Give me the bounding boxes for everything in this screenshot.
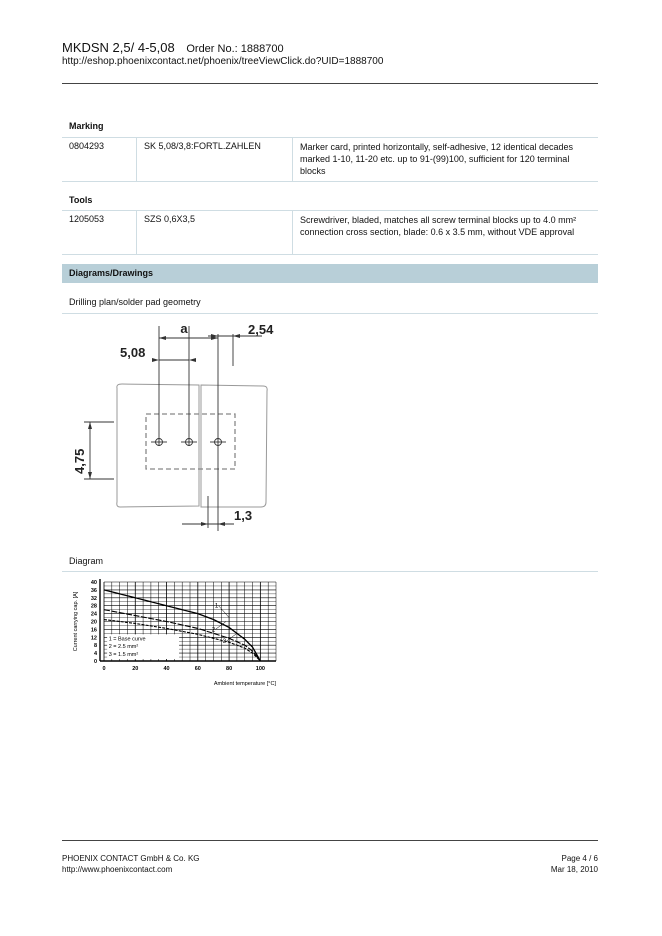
header-url: http://eshop.phoenixcontact.net/phoenix/treeViewClick.do?UID=1888700 [62,56,384,67]
drilling-plan-rule [62,313,598,314]
x-tick-label: 20 [132,666,139,672]
x-tick-label: 80 [226,666,233,672]
footer-date: Mar 18, 2010 [550,865,598,874]
dimension-a: a [180,321,188,336]
curve-label-3: 3 [222,639,227,646]
diagrams-section-header [62,264,598,283]
curve-label-1: 1 [214,603,219,610]
x-tick-label: 60 [194,666,201,672]
x-tick-label: 0 [102,666,106,672]
y-tick-label: 8 [93,643,97,650]
y-tick-label: 12 [90,635,97,642]
derating-chart [66,575,286,690]
document-title [62,40,284,55]
order-number: Order No.: 1888700 [186,43,284,55]
header-rule [62,83,598,84]
marking-row [62,137,598,182]
drilling-plan-drawing [62,316,302,536]
y-tick-label: 0 [93,659,97,665]
diagrams-section-title: Diagrams/Drawings [69,268,154,278]
y-tick-label: 32 [90,595,97,602]
y-tick-label: 40 [90,580,97,586]
tools-item-type: SZS 0,6X3,5 [144,214,196,224]
marking-item-number: 0804293 [69,141,105,151]
y-tick-label: 36 [90,587,97,594]
tools-heading: Tools [69,195,93,205]
column-divider [292,211,293,254]
y-tick-label: 20 [90,619,97,626]
tools-row [62,210,598,255]
diagram-rule [62,571,598,572]
y-tick-label: 24 [90,611,97,618]
column-divider [136,138,137,181]
dimension-5-08: 5,08 [120,345,146,360]
y-tick-label: 28 [90,603,97,610]
tools-item-number: 1205053 [69,214,105,224]
drilling-plan-label: Drilling plan/solder pad geometry [69,297,201,307]
x-axis-label: Ambient temperature [°C] [213,681,276,687]
dimension-2-54: 2,54 [248,322,274,337]
marking-item-type: SK 5,08/3,8:FORTL.ZAHLEN [144,141,261,151]
column-divider [136,211,137,254]
legend-entry: 2 = 2.5 mm² [108,644,139,651]
curve-leader-1 [219,606,230,618]
diagram-label: Diagram [69,556,104,566]
y-tick-label: 4 [93,651,97,658]
legend-entry: 3 = 1.5 mm² [108,652,139,659]
x-tick-label: 100 [255,666,265,672]
product-name: MKDSN 2,5/ 4-5,08 [62,40,175,55]
footer-company: PHOENIX CONTACT GmbH & Co. KG [62,854,200,863]
dimension-1-3: 1,3 [234,508,253,523]
dimension-4-75: 4,75 [72,448,87,474]
y-tick-label: 16 [90,627,97,634]
footer-rule [62,840,598,841]
marking-heading: Marking [69,121,104,131]
footer-website: http://www.phoenixcontact.com [62,865,173,874]
legend-entry: 1 = Base curve [108,636,146,643]
column-divider [292,138,293,181]
x-tick-label: 40 [163,666,170,672]
curve-label-2: 2 [211,627,216,634]
marking-item-description: Marker card, printed horizontally, self-adhesive, 12 identical decades marked 1-10, 11-20 etc. up to 91-(99)100, sufficient for 120 terminal blocks [300,142,573,176]
footer-page-number: Page 4 / 6 [561,854,598,863]
tools-item-description: Screwdriver, bladed, matches all screw terminal blocks up to 4.0 mm² connection cross section, blade: 0.6 x 3.5 mm, without VDE approval [300,215,577,237]
y-axis-label: Current carrying cap. [A] [73,591,79,652]
